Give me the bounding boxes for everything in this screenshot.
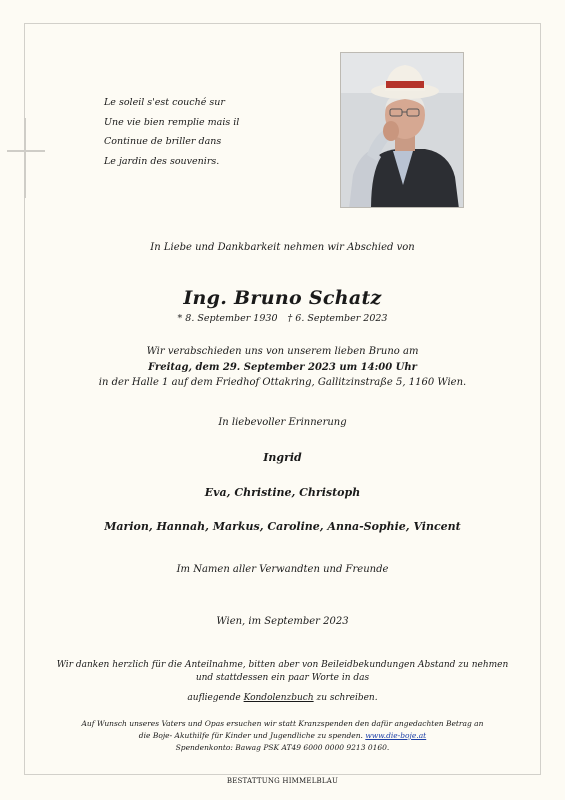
die-boje-link[interactable]: www.die-boje.at — [365, 731, 427, 740]
deceased-name: Ing. Bruno Schatz — [183, 287, 382, 309]
family-line: Ingrid — [263, 451, 302, 464]
donation-line — [0, 730, 565, 742]
family-line: Marion, Hannah, Markus, Caroline, Anna-Sophie, Vincent — [104, 520, 461, 533]
cross-icon-horizontal — [7, 150, 45, 152]
family-line: Eva, Christine, Christoph — [204, 486, 361, 499]
thanks-line — [0, 692, 565, 705]
thanks-line: Wir danken herzlich für die Anteilnahme, bitten aber von Beileidbekundungen Abstand zu nehmen — [56, 660, 509, 670]
condolence-book-link[interactable]: Kondolenzbuch — [243, 693, 314, 703]
place-date: Wien, im September 2023 — [216, 616, 349, 627]
intro-text: In Liebe und Dankbarkeit nehmen wir Abschied von — [150, 242, 415, 253]
poem-line: Le jardin des souvenirs. — [104, 155, 220, 167]
donation-text: die Boje- Akuthilfe für Kinder und Jugendliche zu spenden. — [138, 731, 366, 740]
death-date: † 6. September 2023 — [287, 313, 388, 324]
poem — [104, 93, 239, 171]
cross-icon-vertical — [24, 118, 26, 198]
funeral-date: Freitag, dem 29. September 2023 um 14:00 Uhr — [148, 362, 417, 373]
poem-line: Une vie bien remplie mais il — [104, 116, 240, 128]
donation-line: Auf Wunsch unseres Vaters und Opas ersuchen wir statt Kranzspenden den dafür angedachten Betrag an — [81, 719, 484, 728]
funeral-line: Wir verabschieden uns von unserem lieben Bruno am — [146, 346, 419, 357]
memory-text: In liebevoller Erinnerung — [218, 417, 347, 428]
donation-account: Spendenkonto: Bawag PSK AT49 6000 0000 9213 0160. — [175, 743, 390, 752]
relatives-text: Im Namen aller Verwandten und Freunde — [176, 564, 389, 575]
portrait-photo — [340, 52, 464, 208]
birth-date: * 8. September 1930 — [177, 313, 278, 324]
funeral-location: in der Halle 1 auf dem Friedhof Ottakring, Gallitzinstraße 5, 1160 Wien. — [98, 377, 467, 388]
donation-paragraph — [0, 718, 565, 754]
thanks-text: aufliegende — [187, 693, 244, 703]
poem-line: Le soleil s'est couché sur — [104, 97, 225, 108]
thanks-text: zu schreiben. — [313, 693, 378, 703]
thanks-paragraph — [0, 659, 565, 705]
life-dates — [0, 313, 565, 324]
poem-line: Continue de briller dans — [104, 136, 222, 147]
funeral-home-name: BESTATTUNG HIMMELBLAU — [226, 777, 339, 785]
thanks-line: und stattdessen ein paar Worte in das — [195, 672, 370, 683]
